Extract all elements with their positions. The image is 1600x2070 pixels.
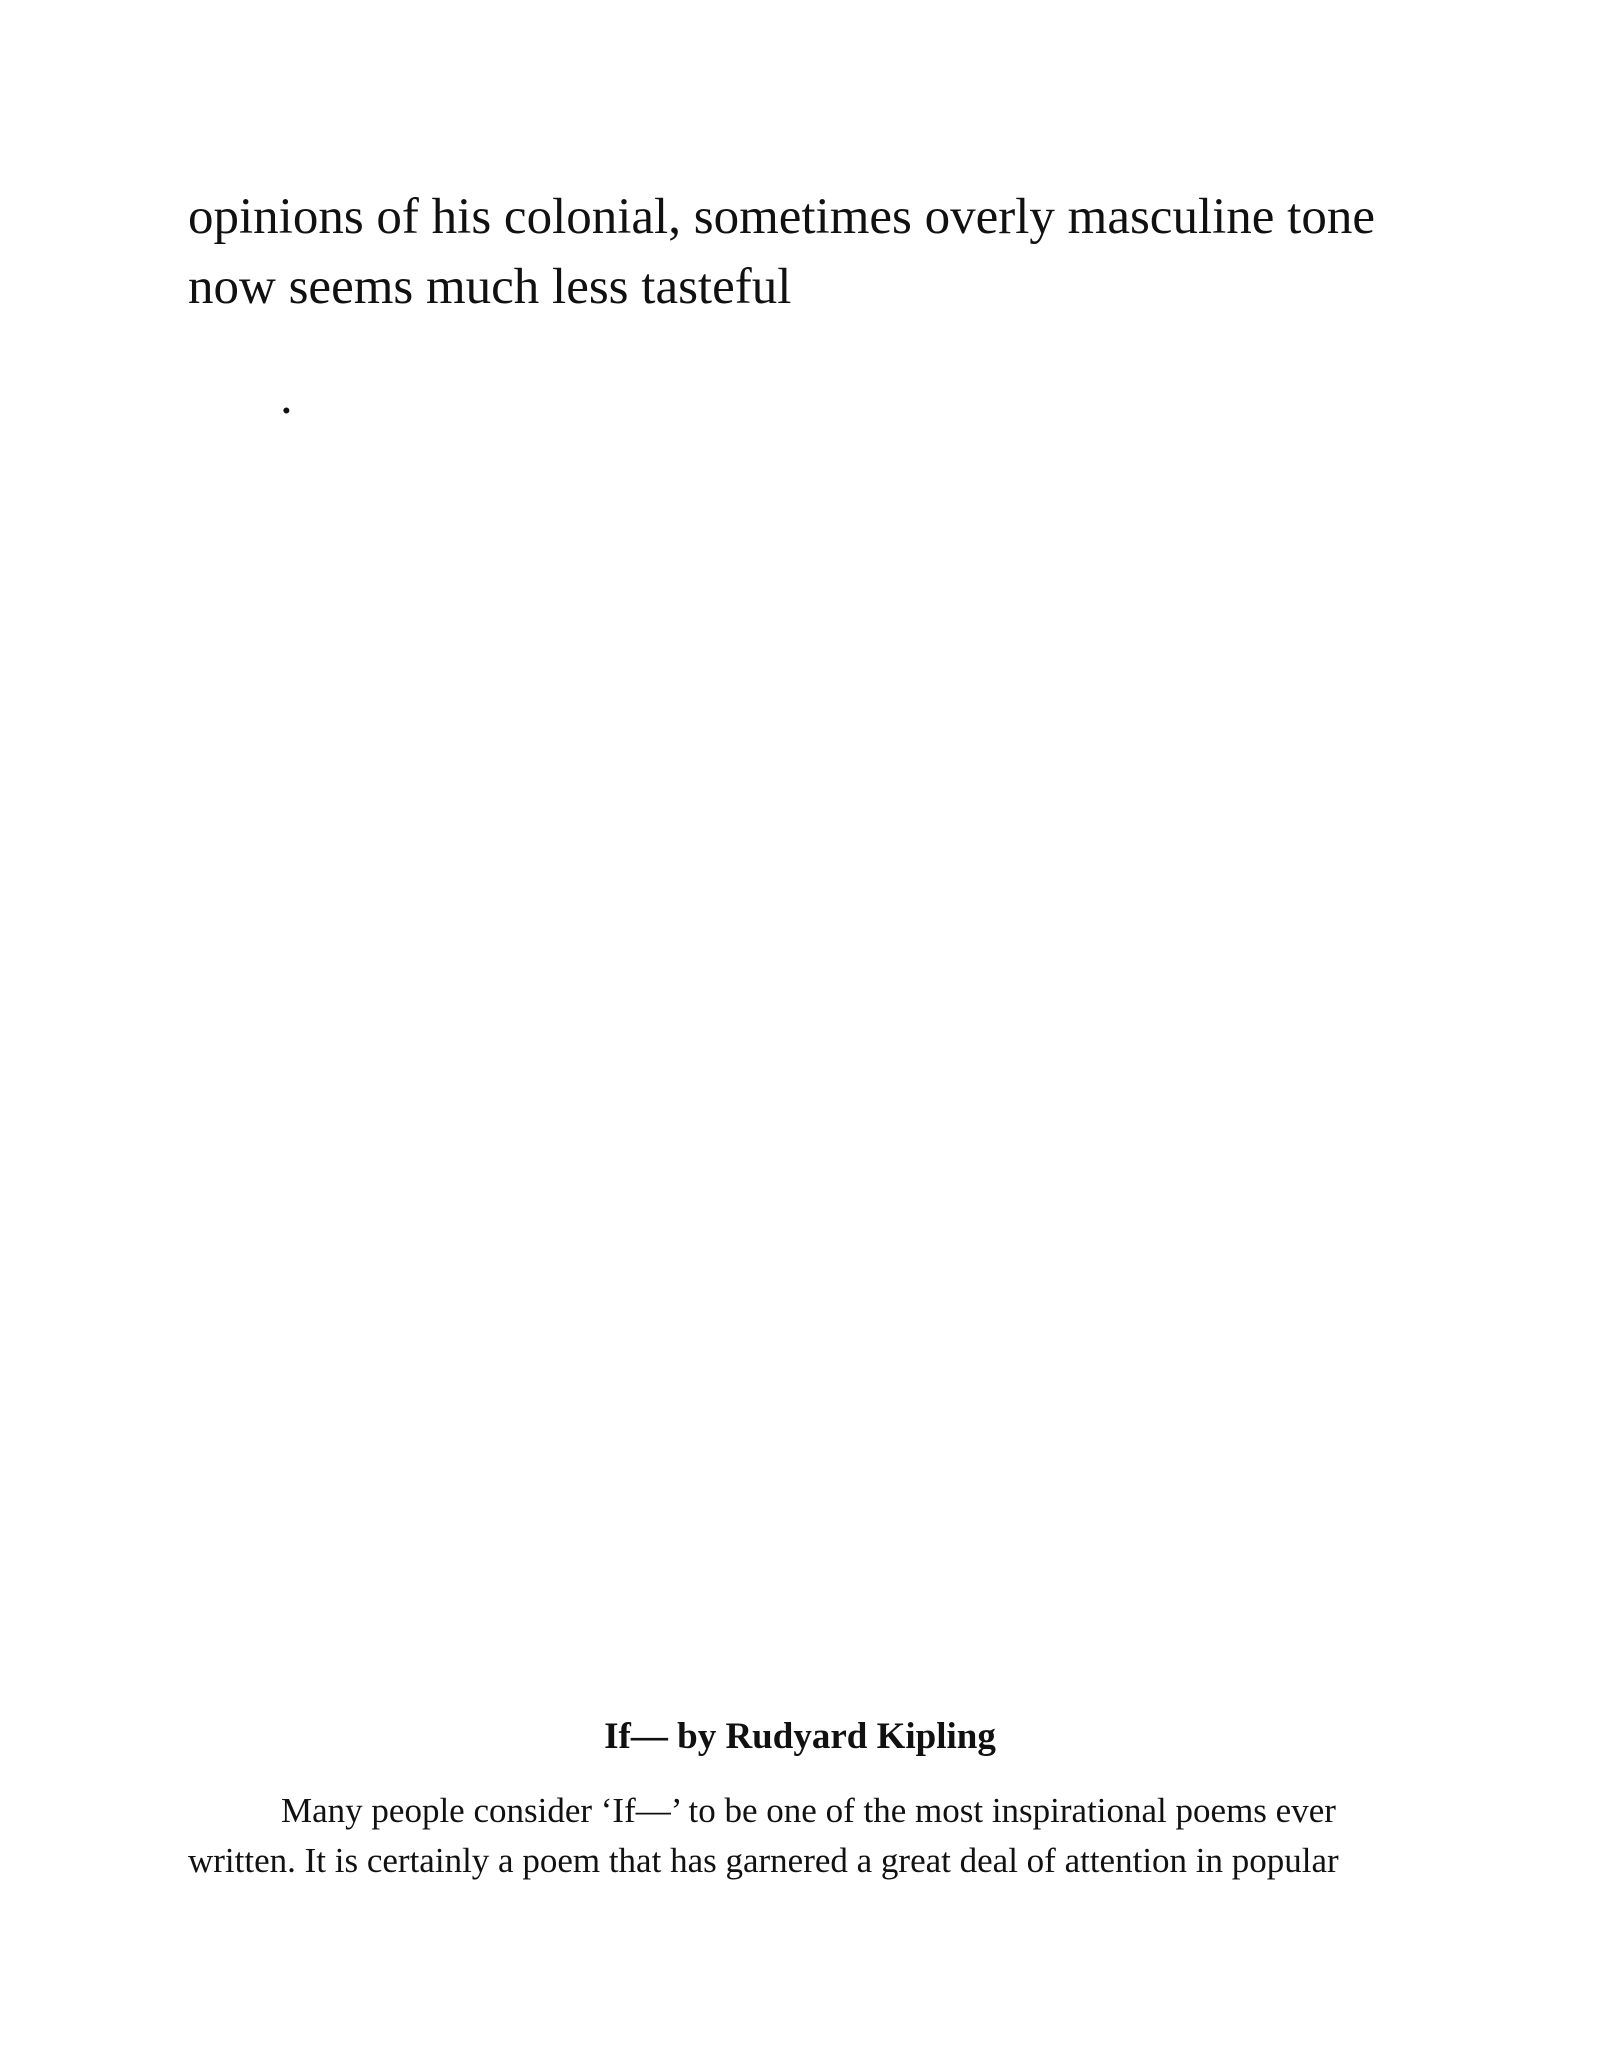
section-heading: If— by Rudyard Kipling: [604, 1716, 996, 1757]
body-paragraph: [188, 1786, 1408, 1886]
top-paragraph-line-1: opinions of his colonial, sometimes overly masculine tone: [188, 189, 1375, 245]
top-paragraph-line-2: now seems much less tasteful: [188, 259, 792, 315]
stray-period: .: [280, 369, 293, 425]
body-paragraph-line-1: Many people consider ‘If—’ to be one of the most inspirational poems ever: [281, 1791, 1336, 1830]
body-paragraph-line-2: written. It is certainly a poem that has garnered a great deal of attention in popular: [188, 1841, 1339, 1880]
top-paragraph: [188, 182, 1448, 322]
